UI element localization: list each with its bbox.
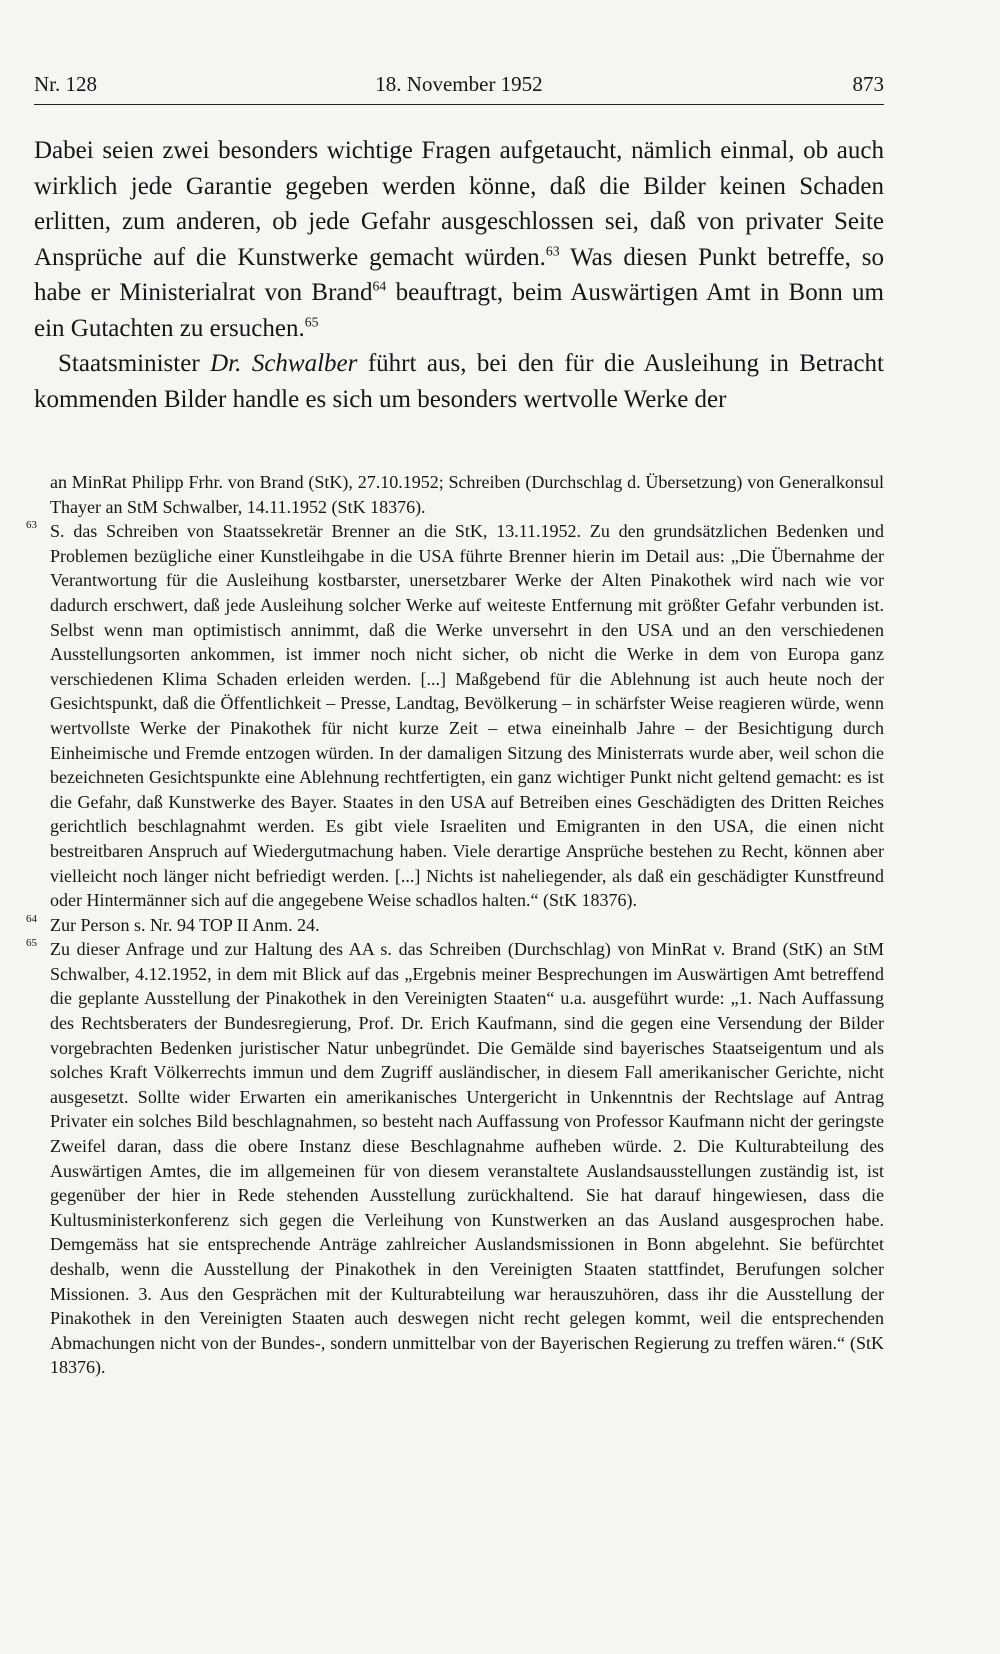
footnote-text: Zur Person s. Nr. 94 TOP II Anm. 24. — [50, 914, 320, 935]
running-header — [34, 70, 884, 105]
footnote-65 — [26, 937, 884, 1380]
paragraph-2-text-a: Staatsminister — [58, 350, 211, 377]
footnote-ref-63: 63 — [545, 243, 560, 259]
main-text — [34, 133, 884, 417]
paragraph-1 — [34, 133, 884, 346]
speaker-name: Dr. Schwalber — [210, 350, 358, 377]
page-number: 873 — [852, 72, 884, 96]
header-date: 18. November 1952 — [375, 72, 543, 96]
paragraph-2 — [34, 346, 884, 417]
footnote-ref-64: 64 — [372, 278, 387, 294]
footnote-number: 64 — [26, 912, 37, 925]
footnote-64 — [26, 912, 884, 938]
footnote-number: 63 — [26, 519, 37, 532]
document-number: Nr. 128 — [34, 72, 97, 96]
footnote-continuation: an MinRat Philipp Frhr. von Brand (StK), 27.10.1952; Schreiben (Durchschlag d. Übersetzung) von Generalkonsul Thayer an StM Schwalber, 14.11.1952 (StK 18376). — [50, 472, 884, 517]
footnote-text: S. das Schreiben von Staatssekretär Brenner an die StK, 13.11.1952. Zu den grundsätzlichen Bedenken und Problemen bezügliche einer Kunstleihgabe in die USA führte Brenner hierin im Detail aus: „Die Übernahme der Verantwortung für die Ausleihung kostbarster, unersetzbarer Werke der Alten Pinakothek wird nach wie vor dadurch erschwert, daß jede Ausleihung solcher Werke auf weiteste Entfernung mit größter Gefahr verbunden ist. Selbst wenn man optimistisch annimmt, daß die Werke unversehrt in den USA und an den verschiedenen Ausstellungsorten ankommen, ist immer noch nicht sicher, ob nicht die Werke in dem von Europa ganz verschiedenen Klima Schaden erleiden werden. [...] Maßgebend für die Ablehnung ist auch heute noch der Gesichtspunkt, daß die Öffentlichkeit – Presse, Landtag, Bevölkerung – in schärfster Weise reagieren würde, wenn wertvollste Werke der Pinakothek für nicht kurze Zeit – etwa eineinhalb Jahre – der Besichtigung durch Einheimische und Fremde entzogen würden. In der damaligen Sitzung des Ministerrats wurde aber, weil schon die bezeichneten Gesichtspunkte eine Ablehnung rechtfertigten, ein ganz wichtiger Punkt nicht geltend gemacht: es ist die Gefahr, daß Kunstwerke des Bayer. Staates in den USA auf Betreiben eines Geschädigten des Dritten Reiches gerichtlich beschlagnahmt werden. Es gibt viele Israeliten und Emigranten in den USA, die einen nicht bestreitbaren Anspruch auf Wiedergutmachung haben. Viele derartige Ansprüche bestehen zu Recht, können aber vielleicht noch länger nicht befriedigt werden. [...] Nichts ist naheliegender, als daß ein geschädigter Kunstfreund oder Hintermänner sich auf die angegebene Weise schadlos halten.“ (StK 18376). — [50, 521, 884, 911]
footnote-text: Zu dieser Anfrage und zur Haltung des AA s. das Schreiben (Durchschlag) von MinRat v. Brand (StK) an StM Schwalber, 4.12.1952, in dem mit Blick auf das „Ergebnis meiner Besprechungen im Auswärtigen Amt betreffend die geplante Ausstellung der Pinakothek in den Vereinigten Staaten“ u.a. ausgeführt wurde: „1. Nach Auffassung des Rechtsberaters der Bundesregierung, Prof. Dr. Erich Kaufmann, sind die gegen eine Versendung der Bilder vorgebrachten Bedenken juristischer Natur unbegründet. Die Gemälde sind bayerisches Staatseigentum und als solches Kraft Völkerrechts immun und dem Zugriff ausländischer, in diesem Fall amerikanischer Gerichte, nicht ausgesetzt. Sollte wider Erwarten ein amerikanisches Untergericht in Unkenntnis der Rechtslage auf Antrag Privater ein solches Bild beschlagnahmen, so besteht nach Auffassung von Professor Kaufmann nicht der geringste Zweifel daran, dass die obere Instanz diese Beschlagnahme aufheben würde. 2. Die Kulturabteilung des Auswärtigen Amtes, die im allgemeinen für von diesem veranstaltete Auslandsausstellungen zuständig ist, ist gegenüber der hier in Rede stehenden Ausstellung zurückhaltend. Sie hat darauf hingewiesen, dass die Kultusministerkonferenz sich gegen die Verleihung von Kunstwerken an das Ausland ausgesprochen habe. Demgemäss hat sie entsprechende Anträge zahlreicher Auslandsmissionen in Bonn abgelehnt. Sie befürchtet deshalb, wenn die Ausstellung der Pinakothek in den Vereinigten Staaten stattfindet, Berufungen solcher Missionen. 3. Aus den Gesprächen mit der Kulturabteilung war herauszuhören, dass ihr die Ausstellung der Pinakothek in den Vereinigten Staaten auch deswegen nicht recht gelegen kommt, weil die entsprechenden Abmachungen nicht von der Bundes-, sondern unmittelbar von der Bayerischen Regierung zu treffen wären.“ (StK 18376). — [50, 939, 884, 1378]
footnote-number: 65 — [26, 937, 37, 950]
footnote-63 — [26, 519, 884, 913]
paragraph-1-text-c: beauftragt, beim Auswärtigen Amt in Bonn um ein Gutachten zu ersuchen. — [34, 279, 884, 342]
paragraph-2-text-b: führt aus, bei den für die Ausleihung in Betracht kommenden Bilder handle es sich um besonders wertvolle Werke der — [34, 350, 884, 413]
footnotes — [26, 470, 884, 1380]
paragraph-1-text-b: Was diesen Punkt betreffe, so habe er Ministerialrat von Brand — [34, 243, 885, 306]
paragraph-1-text-a: Dabei seien zwei besonders wichtige Fragen aufgetaucht, nämlich einmal, ob auch wirklich jede Garantie gegeben werden könne, daß die Bilder keinen Schaden erlitten, zum anderen, ob jede Gefahr ausgeschlossen sei, daß von privater Seite Ansprüche auf die Kunstwerke gemacht würden. — [34, 137, 884, 271]
footnote-ref-65: 65 — [304, 314, 319, 330]
